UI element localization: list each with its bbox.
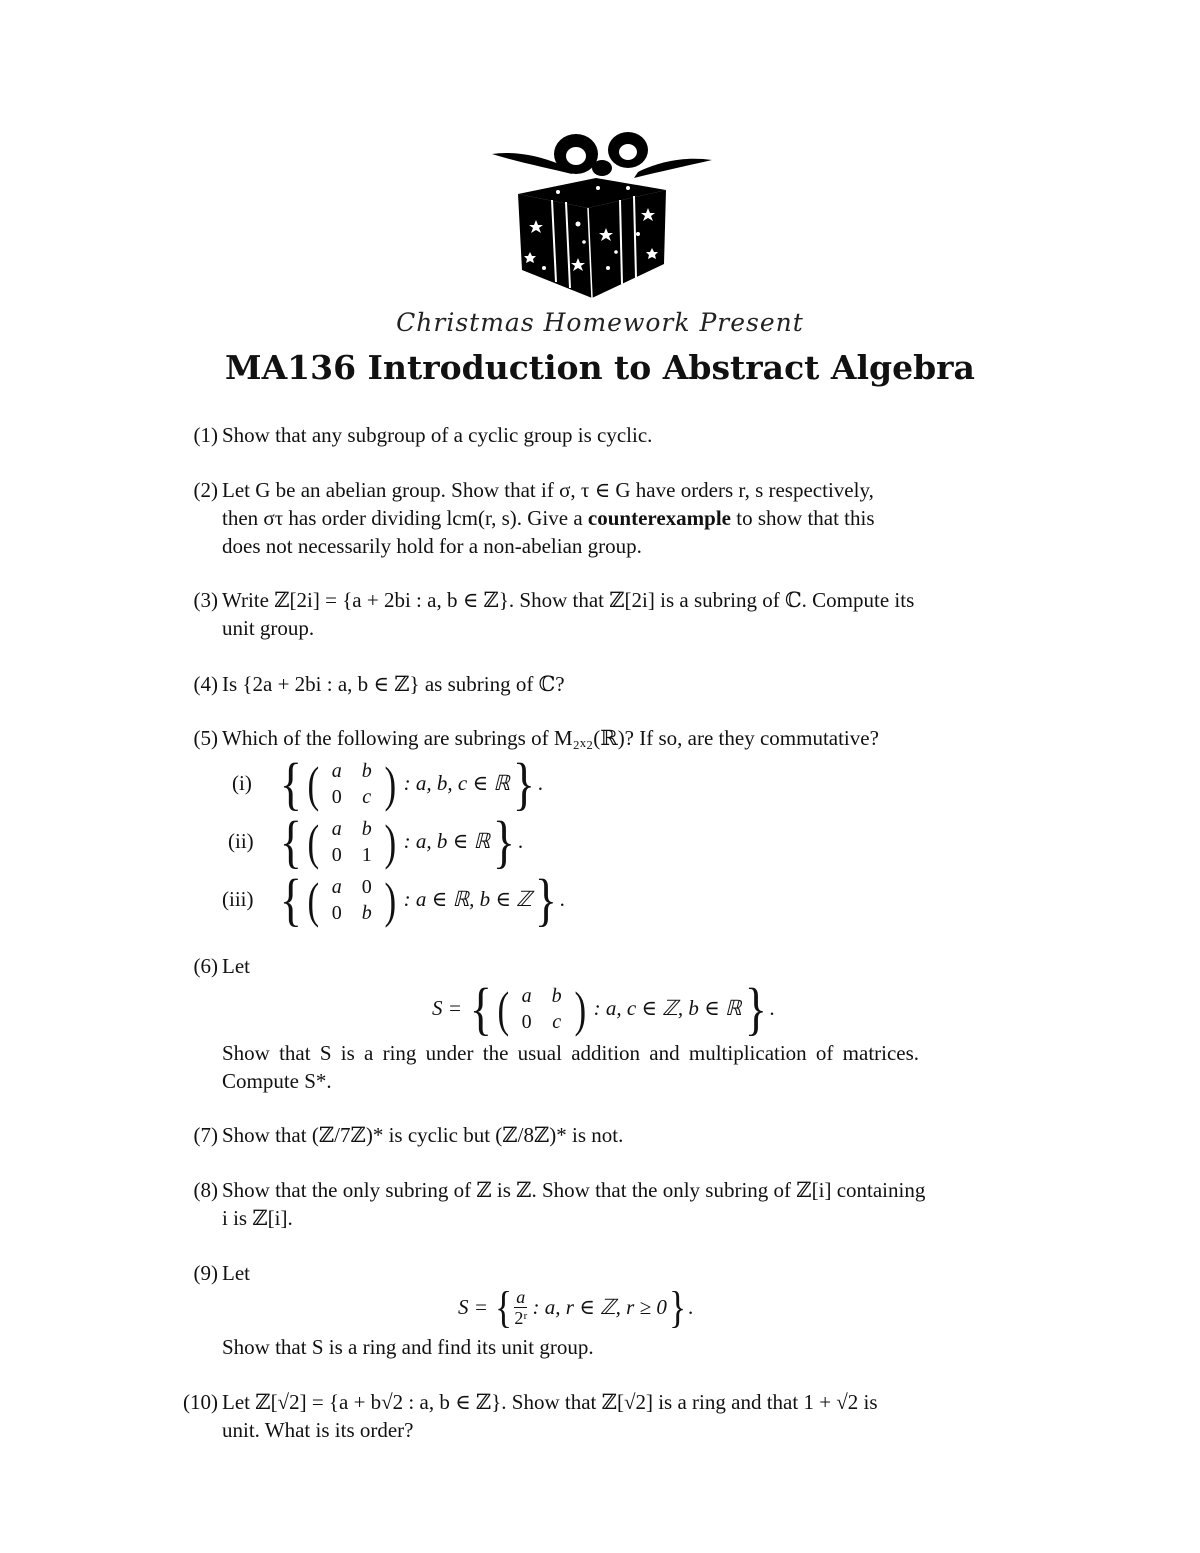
question-text-line: Let G be an abelian group. Show that if σ, τ ∈ G have orders r, s respectively, xyxy=(222,478,874,502)
question-text-line: then στ has order dividing lcm(r, s). Give a counterexample to show that this xyxy=(222,506,875,530)
question-text: Is {2a + 2bi : a, b ∈ ℤ} as subring of ℂ? xyxy=(222,672,565,696)
question-1 xyxy=(170,421,1055,449)
question-5 xyxy=(170,724,1055,752)
counterexample-emphasis: counterexample xyxy=(587,506,732,530)
question-text: Show that any subgroup of a cyclic group is cyclic. xyxy=(222,423,653,447)
question-text-line: does not necessarily hold for a non-abelian group. xyxy=(222,534,642,558)
page-title: MA136 Introduction to Abstract Algebra xyxy=(225,348,975,387)
question-text-line: i is ℤ[i]. xyxy=(222,1206,293,1230)
question-text-line: Let ℤ[√2] = {a + b√2 : a, b ∈ ℤ}. Show that ℤ[√2] is a ring and that 1 + √2 is xyxy=(222,1390,878,1414)
question-number: (3) xyxy=(193,588,218,612)
question-number: (7) xyxy=(193,1123,218,1147)
set-definition-S-dyadic: S = { $\frac{a}{\text{2ʳ}}$ : a, r ∈ ℤ, r ≥ 0} . xyxy=(458,1283,694,1332)
question-text-line: Show that S is a ring under the usual addition and multiplication of matrices. xyxy=(222,1041,920,1065)
subring-option-iii: (iii) { ( a 0 0 b ) : a ∈ ℝ, b ∈ ℤ} . xyxy=(222,866,565,932)
question-text-line: Compute S*. xyxy=(222,1069,332,1093)
question-text: Let xyxy=(222,1261,250,1285)
question-7 xyxy=(170,1121,1055,1149)
subring-option-ii: (ii) { ( a b 0 1 ) : a, b ∈ ℝ} . xyxy=(228,808,524,874)
question-6-body xyxy=(170,1039,1055,1095)
question-3 xyxy=(170,586,1055,642)
question-number: (6) xyxy=(193,954,218,978)
question-text: Show that (ℤ/7ℤ)* is cyclic but (ℤ/8ℤ)* is not. xyxy=(222,1123,624,1147)
question-number: (4) xyxy=(193,672,218,696)
question-text-line: unit. What is its order? xyxy=(222,1418,414,1442)
question-10 xyxy=(170,1388,1055,1444)
subring-option-i: (i) { ( a b 0 c ) : a, b, c ∈ ℝ} . xyxy=(232,750,543,816)
question-text-line: unit group. xyxy=(222,616,315,640)
question-number: (10) xyxy=(183,1390,218,1414)
question-number: (8) xyxy=(193,1178,218,1202)
question-number: (5) xyxy=(193,726,218,750)
subtitle: Christmas Homework Present xyxy=(396,308,804,337)
question-8 xyxy=(170,1176,1055,1232)
question-text-line: Write ℤ[2i] = {a + 2bi : a, b ∈ ℤ}. Show that ℤ[2i] is a subring of ℂ. Compute its xyxy=(222,588,915,612)
question-text: Which of the following are subrings of M₂ₓ₂(ℝ)? If so, are they commutative? xyxy=(222,726,879,750)
gift-box-icon xyxy=(488,128,716,300)
question-text-line: Show that the only subring of ℤ is ℤ. Show that the only subring of ℤ[i] containing xyxy=(222,1178,926,1202)
question-number: (1) xyxy=(193,423,218,447)
question-2 xyxy=(170,476,1055,560)
question-9-body xyxy=(170,1333,1055,1361)
set-definition-S-matrix: S = { ( a b 0 c ) : a, c ∈ ℤ, b ∈ ℝ} . xyxy=(432,975,775,1041)
question-number: (2) xyxy=(193,478,218,502)
question-4 xyxy=(170,670,1055,698)
question-text: Show that S is a ring and find its unit group. xyxy=(222,1335,594,1359)
question-number: (9) xyxy=(193,1261,218,1285)
question-text: Let xyxy=(222,954,250,978)
